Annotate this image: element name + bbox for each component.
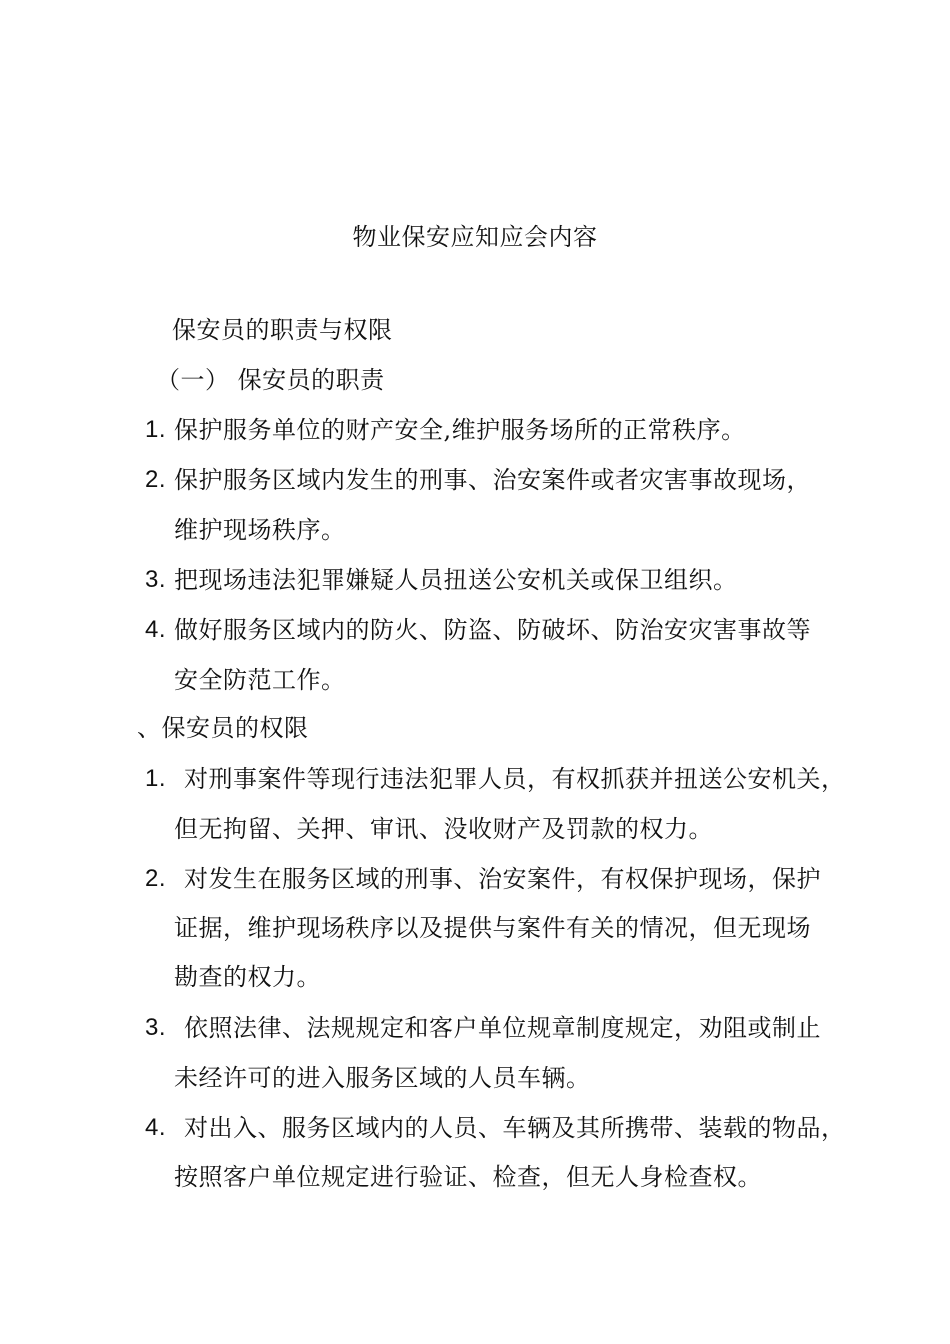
duty-1-number: 1. bbox=[145, 416, 167, 443]
section-heading: 保安员的职责与权限 bbox=[172, 316, 393, 344]
document-title: 物业保安应知应会内容 bbox=[352, 223, 598, 251]
duty-1-line-1: 保护服务单位的财产安全,维护服务场所的正常秩序。 bbox=[174, 416, 746, 444]
duty-2-number: 2. bbox=[145, 466, 167, 493]
power-1-line-1: 对刑事案件等现行违法犯罪人员，有权抓获并扭送公安机关， bbox=[184, 765, 846, 793]
power-2-line-2: 证据，维护现场秩序以及提供与案件有关的情况，但无现场 bbox=[174, 914, 811, 942]
powers-heading: 、保安员的权限 bbox=[137, 714, 309, 742]
power-4-line-2: 按照客户单位规定进行验证、检查，但无人身检查权。 bbox=[174, 1163, 762, 1191]
power-2-line-1: 对发生在服务区域的刑事、治安案件，有权保护现场，保护 bbox=[184, 865, 821, 893]
power-2-number: 2. bbox=[145, 865, 167, 892]
duty-2-line-1: 保护服务区域内发生的刑事、治安案件或者灾害事故现场， bbox=[174, 466, 811, 494]
duty-4-number: 4. bbox=[145, 616, 167, 643]
duty-2-line-2: 维护现场秩序。 bbox=[174, 516, 346, 544]
duty-4-line-1: 做好服务区域内的防火、防盗、防破坏、防治安灾害事故等 bbox=[174, 616, 811, 644]
duty-4-line-2: 安全防范工作。 bbox=[174, 666, 346, 694]
power-1-number: 1. bbox=[145, 765, 167, 792]
power-4-number: 4. bbox=[145, 1114, 167, 1141]
duty-3-number: 3. bbox=[145, 566, 167, 593]
power-2-line-3: 勘查的权力。 bbox=[174, 963, 321, 991]
duties-heading: （一） 保安员的职责 bbox=[156, 366, 385, 394]
power-3-line-2: 未经许可的进入服务区域的人员车辆。 bbox=[174, 1064, 591, 1092]
power-3-number: 3. bbox=[145, 1014, 167, 1041]
power-3-line-1: 依照法律、法规规定和客户单位规章制度规定，劝阻或制止 bbox=[184, 1014, 821, 1042]
duty-3-line-1: 把现场违法犯罪嫌疑人员扭送公安机关或保卫组织。 bbox=[174, 566, 738, 594]
power-1-line-2: 但无拘留、关押、审讯、没收财产及罚款的权力。 bbox=[174, 815, 713, 843]
power-4-line-1: 对出入、服务区域内的人员、车辆及其所携带、装载的物品， bbox=[184, 1114, 846, 1142]
